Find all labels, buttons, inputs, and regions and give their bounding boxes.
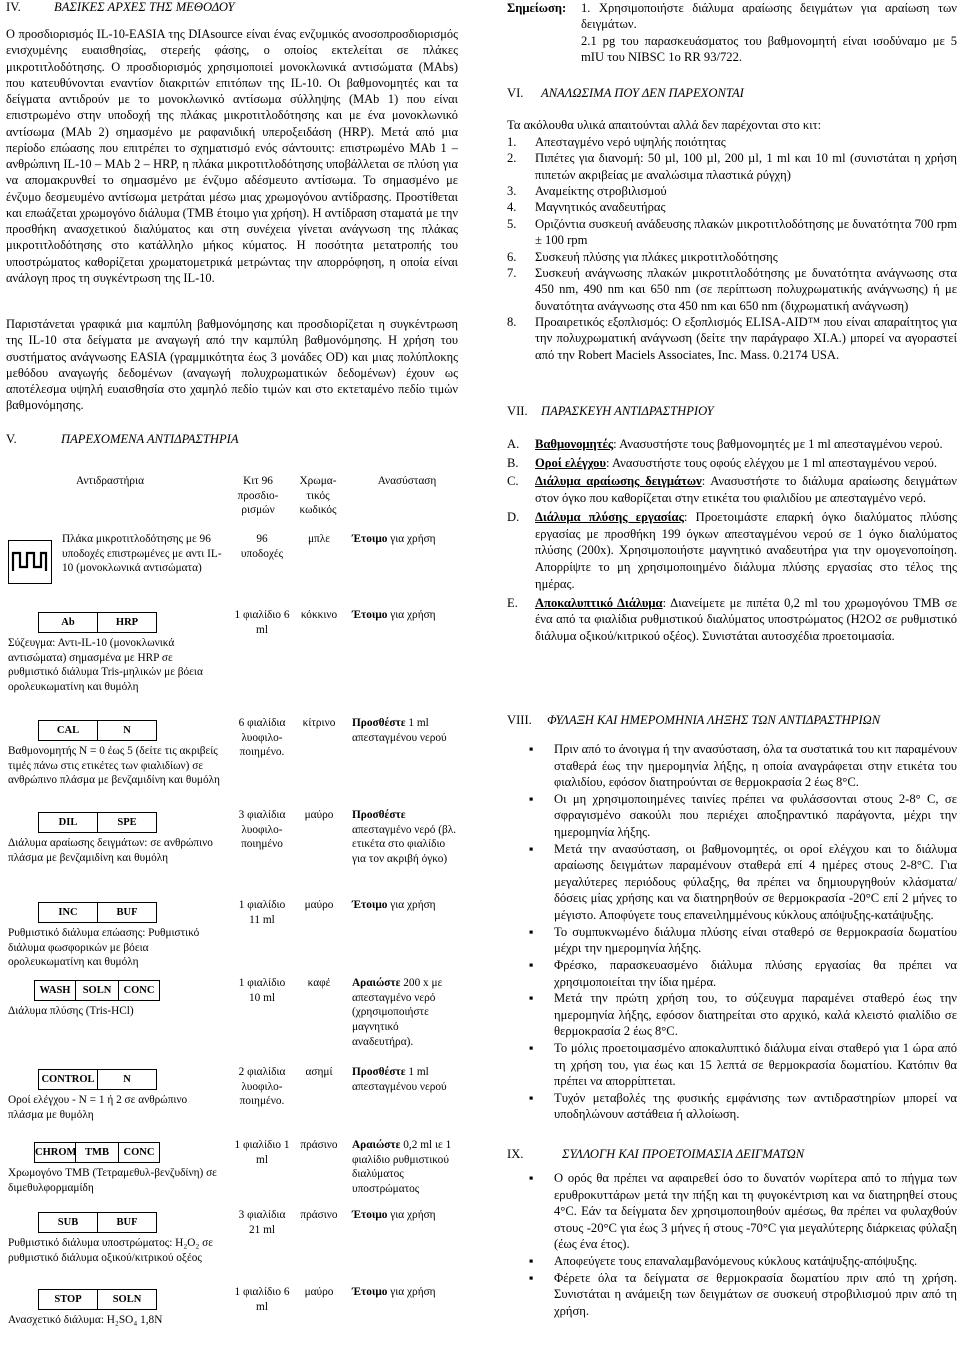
reconstitution: [352, 1285, 458, 1300]
bullet-text: Αποφεύγετε τους επαναλαμβανόμενους κύκλους κατάψυξης-απόψυξης.: [554, 1254, 918, 1269]
reagent-code-box: N: [123, 1074, 131, 1085]
kit-quantity: 2 φιαλίδια λυοφιλο-ποιημένο.: [238, 1066, 286, 1108]
reagent-code-box: CONC: [123, 1147, 155, 1158]
note-label: Σημείωση:: [507, 1, 567, 15]
reagent-code-box: SOLN: [112, 1294, 142, 1305]
reconstitution-text: για χρήση: [387, 1209, 436, 1221]
reconstitution-action: Έτοιμο: [352, 609, 388, 621]
reagent-label-boxes: [38, 812, 157, 833]
reconstitution-action: Αραιώστε: [352, 1139, 401, 1151]
list-item: [507, 509, 957, 593]
reagent-prep-list: [507, 436, 957, 647]
item-text: : Ανασυστήστε το διάλυμα αραίωσης δειγμάτων στον όγκο που καθορίζεται στην ετικέτα του φιαλιδίου με απεσταγμένο νερό.: [535, 474, 957, 506]
microplate-icon: [8, 540, 52, 584]
list-number: 8.: [507, 314, 517, 329]
list-item: [507, 455, 957, 472]
bullet-text: Το μόλις προετοιμασμένο αποκαλυπτικό διάλυμα είναι σταθερό για 1 ώρα από τη χρήση του, για έως και 15 λεπτά σε θερμοκρασία δωματίου. Κατόπιν θα πρέπει να απορρίπτεται.: [554, 1040, 957, 1089]
calibration-paragraph: Παριστάνεται γραφικά μια καμπύλη βαθμονόμησης και προσδιορίζεται η συγκέντρωση της IL-10 στα δείγματα με αναγωγή από την καμπύλη βαθμονόμησης. Η χρήση του συστήματος ανάγνωσης EASIA (γραμμικότητα έως 3 μονάδες OD) και μιας πολύπλοκης μεθόδου αναγωγής δεδομένων (αναγωγή πολυχρωματικών δεδομένων) έχουν ως αποτέλεσμα υψηλή ευαισθησία στο χαμηλό πεδίο τιμών και στο εκτεταμένο πεδίο τιμών βαθμονόμησης.: [6, 317, 458, 413]
section-number: VIII.: [507, 713, 532, 727]
reagent-label-boxes: [38, 612, 157, 633]
reconstitution-action: Έτοιμο: [352, 899, 388, 911]
bullet-icon: ▪: [529, 1090, 534, 1105]
item-text: : Ανασυστήστε τους βαθμονομητές με 1 ml απεσταγμένου νερού.: [613, 437, 943, 451]
color-code: μαύρο: [304, 899, 334, 911]
item-text: Οριζόντια συσκευή ανάδευσης πλακών μικροτιτλοδότησης με δυνατότητα 700 rpm ± 100 rpm: [535, 216, 957, 248]
bullet-item: [507, 791, 957, 841]
list-number: E.: [507, 595, 518, 610]
bullet-item: [507, 1170, 957, 1253]
bullet-item: [507, 990, 957, 1040]
bullet-text: Το συμπυκνωμένο διάλυμα πλύσης είναι σταθερό σε θερμοκρασία δωματίου μέχρι την ημερομηνία λήξης.: [554, 924, 957, 956]
section-heading: ΣΥΛΛΟΓΗ ΚΑΙ ΠΡΟΕΤΟΙΜΑΣΙΑ ΔΕΙΓΜΑΤΩΝ: [562, 1147, 805, 1161]
note-text-2: 2.1 pg του παρασκευάσματος του βαθμονομητή είναι ισοδύναμο με 5 mIU του NIBSC 1ο RR 93/722.: [581, 33, 957, 65]
reconstitution: [352, 716, 458, 745]
bullet-item: [507, 1253, 957, 1270]
section-number: IX.: [507, 1147, 524, 1161]
reconstitution-action: Προσθέστε: [352, 717, 406, 729]
item-label: Οροί ελέγχου: [535, 455, 607, 470]
reagent-label-boxes: [38, 902, 157, 923]
reagent-label-boxes: [38, 720, 157, 741]
list-item: [507, 134, 957, 150]
section-number: V.: [6, 432, 17, 446]
reagent-label-boxes: [38, 1289, 157, 1310]
list-item: [507, 473, 957, 506]
bullet-icon: ▪: [529, 957, 534, 972]
reagent-label-boxes: [38, 1212, 157, 1233]
kit-quantity: 3 φιαλίδια 21 ml: [238, 1209, 286, 1236]
item-label: Βαθμονομητές: [535, 437, 614, 451]
list-number: 5.: [507, 216, 517, 231]
item-text: Πιπέτες για διανομή: 50 µl, 100 µl, 200 µl, 1 ml και 10 ml (συνιστάται η χρήση πιπετών ακριβείας με αναλώσιμα πλαστικά ρύγχη): [535, 151, 957, 182]
section-heading: ΒΑΣΙΚΕΣ ΑΡΧΕΣ ΤΗΣ ΜΕΘΟΔΟΥ: [54, 0, 235, 14]
principle-paragraph: Ο προσδιορισμός IL-10-EASIA της DIAsource είναι ένας ενζυμικός ανοσοπροσδιορισμός ενισχυμένης ευαισθησίας, στερεής φάσης, ο οποίος εκτελείται σε πλάκες μικροτιτλοδότησης. Ο προσδιορισμός χρησιμοποιεί μονοκλωνικά αντισώματα (MAbs) που κατευθύνονται εναντίον διακριτών επιτόπων της IL-10. Οι βαθμονομητές και τα δείγματα αντιδρούν με το μονοκλωνικό αντίσωμα σύλληψης (MAb 1) που είναι επιστρωμένο στην υποδοχή της πλάκας μικροτιτλοδότησης και με ένα μονοκλωνικό αντίσωμα (MAb 2) σημασμένο με ραφανιδική υπεροξειδάση (HRP). Μετά από μια περίοδο επώασης που επιτρέπει το σχηματισμό ενός σάντουιτς: επιστρωμένο MAb 1 – ανθρώπινη IL-10 – MAb 2 – HRP, η πλάκα μικροτιτλοδότησης υποβάλλεται σε πλύση για να απομακρυνθεί το σημασμένο με ένζυμο αδέσμευτο αντίσωμα. Το σημασμένο με ένζυμο δεσμευμένο αντίσωμα μετράται μέσω μιας χρωμογόνου αντίδρασης. Προστίθεται και επωάζεται χρωμογόνο διάλυμα (TMB έτοιμο για χρήση). Η αντίδραση σταματά με την προσθήκη ανασχετικού διαλύματος και στη συνέχεια γίνεται ανάγνωση της πλάκας μικροτιτλοδότησης στο κατάλληλο μήκος κύματος. Η ποσότητα μετατροπής του υποστρώματος καθορίζεται χρωματομετρικά μετρώντας την απορρόφηση, η οποία είναι ανάλογη προς τη συγκέντρωση της IL-10.: [6, 27, 458, 285]
reconstitution-action: Έτοιμο: [352, 533, 388, 545]
section-heading: ΦΥΛΑΞΗ ΚΑΙ ΗΜΕΡΟΜΗΝΙΑ ΛΗΞΗΣ ΤΩΝ ΑΝΤΙΔΡΑΣΤΗΡΙΩΝ: [547, 713, 881, 727]
section-iv: [6, 0, 458, 16]
consumables-intro: Τα ακόλουθα υλικά απαιτούνται αλλά δεν παρέχονται στο κιτ:: [507, 118, 822, 132]
sample-collection-list: [507, 1170, 957, 1319]
header-reconstitution: Ανασύσταση: [377, 475, 437, 487]
bullet-icon: ▪: [529, 841, 534, 856]
color-code: κίτρινο: [302, 717, 336, 729]
list-number: D.: [507, 509, 520, 524]
bullet-icon: ▪: [529, 742, 534, 756]
reagent-description: Πλάκα μικροτιτλοδότησης με 96 υποδοχές επιστρωμένες με αντι IL-10 (μονοκλωνικά αντισώματα): [62, 533, 222, 575]
bullet-icon: ▪: [529, 1254, 534, 1269]
bullet-item: [507, 741, 957, 791]
reconstitution-text: 200 x με απεσταγμένο νερό (χρησιμοποιήστε μαγνητικό αναδευτήρα).: [352, 977, 443, 1048]
reconstitution-text: απεσταγμένο νερό (βλ. ετικέτα στο φιαλίδιο για τον ακριβή όγκο): [352, 823, 457, 866]
list-item: [507, 216, 957, 249]
reconstitution-text: για χρήση: [387, 1286, 436, 1298]
item-text: Απεσταγμένο νερό υψηλής ποιότητας: [535, 135, 726, 149]
consumables-list: [507, 134, 957, 363]
list-number: 3.: [507, 184, 517, 199]
note-block: [507, 0, 957, 65]
color-code: μαύρο: [304, 809, 334, 821]
reconstitution: [352, 1065, 458, 1094]
list-number: C.: [507, 474, 519, 489]
section-heading: ΠΑΡΑΣΚΕΥΗ ΑΝΤΙΔΡΑΣΤΗΡΙΟΥ: [541, 404, 714, 418]
reconstitution: [352, 808, 458, 867]
bullet-text: Φέρετε όλα τα δείγματα σε θερμοκρασία δωματίου πριν από τη χρήση. Συνιστάται η ανάμειξη των δειγμάτων σε συσκευή στροβιλισμού πριν από τη χρήση.: [554, 1270, 957, 1318]
reagent-description: Διάλυμα αραίωσης δειγμάτων: σε ανθρώπινο πλάσμα με βενζαμιδίνη και θυμόλη: [8, 837, 213, 864]
bullet-icon: ▪: [529, 924, 534, 939]
bullet-icon: ▪: [529, 1040, 534, 1055]
color-code: καφέ: [307, 977, 331, 989]
section-heading: ΑΝΑΛΩΣΙΜΑ ΠΟΥ ΔΕΝ ΠΑΡΕΧΟΝΤΑΙ: [541, 86, 744, 100]
reagent-description: Ρυθμιστικό διάλυμα επώασης: Ρυθμιστικό διάλυμα φωσφορικών με βόεια ορολευκωματίνη και θυμόλη: [8, 927, 200, 969]
header-reagents: Αντιδραστήρια: [76, 475, 145, 487]
reconstitution-action: Έτοιμο: [352, 1286, 388, 1298]
reagent-label-boxes: [34, 1142, 160, 1163]
reconstitution-action: Προσθέστε: [352, 809, 406, 821]
list-item: [507, 314, 957, 363]
kit-quantity: 1 φιαλίδιο 10 ml: [238, 977, 286, 1004]
list-item: [507, 249, 957, 265]
color-code: πράσινο: [300, 1139, 338, 1151]
bullet-item: [507, 924, 957, 957]
section-number: IV.: [6, 0, 21, 14]
list-item: [507, 436, 957, 453]
bullet-item: [507, 1090, 957, 1123]
item-text: Αναμείκτης στροβιλισμού: [535, 184, 667, 199]
header-kit: Κιτ 96 προσδιο-ρισμών: [237, 475, 279, 517]
list-number: 6.: [507, 249, 517, 264]
color-code: ασημί: [305, 1066, 333, 1078]
list-number: 1.: [507, 135, 517, 149]
reagent-code-box: SUB: [39, 1213, 98, 1232]
table-header: [6, 468, 460, 528]
reagent-code-box: HRP: [115, 617, 139, 628]
item-label: Διάλυμα αραίωσης δειγμάτων: [535, 474, 702, 489]
bullet-text: Οι μη χρησιμοποιημένες ταινίες πρέπει να φυλάσσονται στους 2-8° C, σε σφραγισμένο σακούλι που περιέχει αποξηραντικό παράγοντα, μέχρι την ημερομηνία λήξης.: [554, 791, 957, 840]
reconstitution-text: 1 ml απεσταγμένου νερού: [352, 717, 447, 744]
reconstitution-text: 1 ml απεσταγμένου νερού: [352, 1066, 447, 1093]
reconstitution: [352, 1138, 458, 1197]
reconstitution-action: Έτοιμο: [352, 1209, 388, 1221]
bullet-item: [507, 1040, 957, 1090]
item-text: : Προετοιμάστε επαρκή όγκο διαλύματος πλύσης εργασίας με προσθήκη 199 όγκων απεσταγμένου νερού σε 1 όγκο διαλύματος πλύσης (200x). Χρησιμοποιήστε μαγνητικό αναδευτήρα για την ομογενοποίηση. Απορρίψτε το μη χρησιμοποιημένο διάλυμα πλύσης εργασίας στο τέλος της ημέρας.: [535, 509, 958, 591]
item-text: Μαγνητικός αναδευτήρας: [535, 200, 666, 215]
bullet-text: Ο ορός θα πρέπει να αφαιρεθεί όσο το δυνατόν νωρίτερα από το πήγμα των ερυθροκυττάρων μετά την πήξη και τη φυγοκέντριση και να διατηρηθεί στους 4°C. Εάν τα δείγματα δεν χρησιμοποιηθούν αμέσως, θα πρέπει να φυλαχθούν στους -20°C για έως 3 μήνες ή στους -70°C για μεγαλύτερης διάρκειας φύλαξη (έως ένα έτος).: [554, 1171, 957, 1252]
reconstitution: [352, 976, 458, 1049]
bullet-item: [507, 1270, 957, 1320]
reagent-code-box: Ab: [39, 613, 98, 632]
note-line-1: [507, 0, 957, 33]
item-label: Αποκαλυπτικό Διάλυμα: [535, 595, 663, 610]
section-number: VII.: [507, 404, 528, 418]
list-number: 7.: [507, 265, 517, 280]
list-number: 4.: [507, 200, 517, 215]
bullet-icon: ▪: [529, 1171, 534, 1185]
bullet-text: Τυχόν μεταβολές της φυσικής εμφάνισης των αντιδραστηρίων μπορεί να υποδηλώνουν αστάθεια ή αλλοίωση.: [554, 1090, 957, 1122]
kit-quantity: 1 φιαλίδιο 6 ml: [234, 1286, 290, 1313]
bullet-icon: ▪: [529, 791, 534, 806]
section-viii-title: [507, 713, 880, 729]
color-code: κόκκινο: [300, 609, 338, 621]
bullet-icon: ▪: [529, 991, 534, 1006]
list-item: [507, 199, 957, 215]
reconstitution: [352, 532, 458, 547]
reagent-code-box: CONC: [123, 985, 155, 996]
section-number: VI.: [507, 86, 524, 100]
reagent-code-box: INC: [39, 903, 98, 922]
section-heading: ΠΑΡΕΧΟΜΕΝΑ ΑΝΤΙΔΡΑΣΤΗΡΙΑ: [61, 432, 239, 446]
item-text: Προαιρετικός εξοπλισμός: Ο εξοπλισμός ELISA-AID™ που είναι απαραίτητος για την πολυχρωματική ανάγνωση (δείτε την παράγραφο XI.A.) μπορεί να αγοραστεί από την Robert Maciels Associates, Inc. Mass. 0.2174 USA.: [535, 314, 957, 362]
reagent-description: Σύζευγμα: Αντι-IL-10 (μονοκλωνικά αντισώματα) σημασμένα με HRP σε ρυθμιστικό διάλυμα Tris-μηλικών με βόεια ορολευκωματίνη και θυμόλη: [8, 637, 203, 694]
reagent-description: Διάλυμα πλύσης (Tris-HCl): [8, 1005, 134, 1017]
list-item: [507, 265, 957, 314]
reconstitution-action: Προσθέστε: [352, 1066, 406, 1078]
kit-quantity: 1 φιαλίδιο 11 ml: [238, 899, 286, 926]
item-text: : Ανασυστήστε τους οφούς ελέγχου με 1 ml απεσταγμένου νερού.: [606, 455, 938, 470]
reconstitution-action: Αραιώστε: [352, 977, 401, 989]
reagent-label-boxes: [38, 1069, 157, 1090]
reagent-code-box: BUF: [116, 907, 138, 918]
kit-quantity: 96 υποδοχές: [240, 533, 284, 560]
reconstitution-text: για χρήση: [387, 609, 436, 621]
reconstitution-text: για χρήση: [387, 533, 436, 545]
bullet-text: Μετά την ανασύσταση, οι βαθμονομητές, οι οροί ελέγχου και το διάλυμα αραίωσης δειγμάτων παραμένουν σταθερά επί 4 ημέρες στους 2-8°C. Για μεγαλύτερες περιόδους φύλαξης, θα πρέπει να δημιουργηθούν κλάσματα/δόσεις μίας χρήσης και να διατηρηθούν σε θερμοκρασία -20°C επί 2 μήνες το μέγιστο. Αποφύγετε τους επανειλημμένους κύκλους απόψυξης-κατάψυξης.: [554, 841, 957, 923]
reagent-code-box: STOP: [39, 1290, 98, 1309]
color-code: μαύρο: [304, 1286, 334, 1298]
reagent-description: Χρωμογόνο TMB (Τετραμεθυλ-βενζυδίνη) σε διμεθυλφορμαμίδη: [8, 1167, 217, 1194]
reagent-code-box: SPE: [117, 817, 137, 828]
color-code: μπλε: [308, 533, 330, 545]
bullet-item: [507, 841, 957, 924]
item-text: Συσκευή πλύσης για πλάκες μικροτιτλοδότησης: [535, 249, 778, 264]
reconstitution: [352, 1208, 458, 1223]
header-color: Χρωμα-τικός κωδικός: [299, 475, 337, 517]
reagent-description: Ρυθμιστικό διάλυμα υποστρώματος: H₂O₂ σε ρυθμιστικό διάλυμα οξικού/κιτρικού οξέος: [8, 1237, 214, 1264]
item-label: Διάλυμα πλύσης εργασίας: [535, 509, 684, 524]
list-number: A.: [507, 437, 520, 451]
list-item: [507, 150, 957, 183]
reagent-code-box: WASH: [35, 981, 76, 1000]
reagent-code-box: TMB: [76, 1143, 119, 1162]
list-item: [507, 183, 957, 199]
color-code: πράσινο: [300, 1209, 338, 1221]
kit-quantity: 6 φιαλίδια λυοφιλο-ποιημένο.: [238, 717, 286, 759]
reagent-code-box: CAL: [39, 721, 98, 740]
section-vi-title: [507, 86, 744, 102]
storage-list: [507, 741, 957, 1123]
reconstitution-text: 0,2 ml ιε 1 φιαλίδιο ρυθμιστικού διαλύματος υποστρώματος: [352, 1139, 452, 1196]
reagent-description: Ανασχετικό διάλυμα: H₂SO₄ 1,8N: [8, 1314, 163, 1326]
note-text-1: 1. Χρησιμοποιήστε διάλυμα αραίωσης δειγμάτων για αραίωση των δειγμάτων.: [581, 1, 957, 32]
reagent-code-box: BUF: [116, 1217, 138, 1228]
reagent-code-box: DIL: [39, 813, 98, 832]
reagent-label-boxes: [34, 980, 160, 1001]
section-ix-title: [507, 1147, 804, 1163]
reagent-code-box: SOLN: [76, 981, 119, 1000]
reconstitution-text: για χρήση: [387, 899, 436, 911]
kit-quantity: 3 φιαλίδια λυοφιλο-ποιημένο: [238, 809, 286, 851]
section-iv-title: [6, 0, 458, 16]
reagent-code-box: N: [123, 725, 131, 736]
reagent-description: Οροί ελέγχου - N = 1 ή 2 σε ανθρώπινο πλάσμα με θυμόλη: [8, 1094, 188, 1121]
reagent-code-box: CHROM: [35, 1143, 76, 1162]
bullet-icon: ▪: [529, 1270, 534, 1285]
item-text: Συσκευή ανάγνωσης πλακών μικροτιτλοδότησης με δυνατότητα ανάγνωσης στα 450 nm, 490 nm και 650 nm (σε περίπτωση πολυχρωματικής ανάγνωσης) ή με δυνατότητα ανάγνωσης στα 450 nm και 650 nm (διχρωματική ανάγνωση): [535, 265, 957, 313]
reagent-code-box: CONTROL: [39, 1070, 98, 1089]
reconstitution: [352, 898, 458, 913]
list-number: B.: [507, 455, 519, 470]
item-text: : Διανείμετε με πιπέτα 0,2 ml του χρωμογόνου TMB σε ένα από τα φιαλίδια ρυθμιστικού διαλύματος υποστρώματος (H2O2 σε ρυθμιστικό διάλυμα οξικού/κιτρικού οξέος). Συνιστάται αυτοσχέδια προετοιμασία.: [535, 595, 957, 644]
list-item: [507, 595, 957, 645]
reagent-description: Βαθμονομητής N = 0 έως 5 (δείτε τις ακριβείς τιμές πάνω στις ετικέτες των φιαλιδίων) σε ανθρώπινο πλάσμα με βενζαμιδίνη και θυμόλη: [8, 745, 220, 787]
bullet-text: Φρέσκο, παρασκευασμένο διάλυμα πλύσης εργασίας θα πρέπει να χρησιμοποιείται την ίδια ημέρα.: [554, 957, 957, 989]
list-number: 2.: [507, 151, 517, 166]
bullet-text: Μετά την πρώτη χρήση του, το σύζευγμα παραμένει σταθερό έως την ημερομηνία λήξης, εφόσον διατηρείται στο αρχικό, καλά κλειστό φιαλίδιο σε θερμοκρασία 2 έως 8°C.: [554, 991, 957, 1039]
section-vii-title: [507, 404, 714, 420]
kit-quantity: 1 φιαλίδιο 1 ml: [234, 1139, 290, 1166]
bullet-text: Πριν από το άνοιγμα ή την ανασύσταση, όλα τα συστατικά του κιτ παραμένουν σταθερά έως την ημερομηνία λήξης, η οποία αναγράφεται στην ετικέτα του φιαλιδίου, εφόσον διατηρούνται σε θερμοκρασία 2 έως 8°C.: [554, 742, 957, 790]
kit-quantity: 1 φιαλίδιο 6 ml: [234, 609, 290, 636]
section-v-title: [6, 432, 239, 448]
reconstitution: [352, 608, 458, 623]
bullet-item: [507, 957, 957, 990]
